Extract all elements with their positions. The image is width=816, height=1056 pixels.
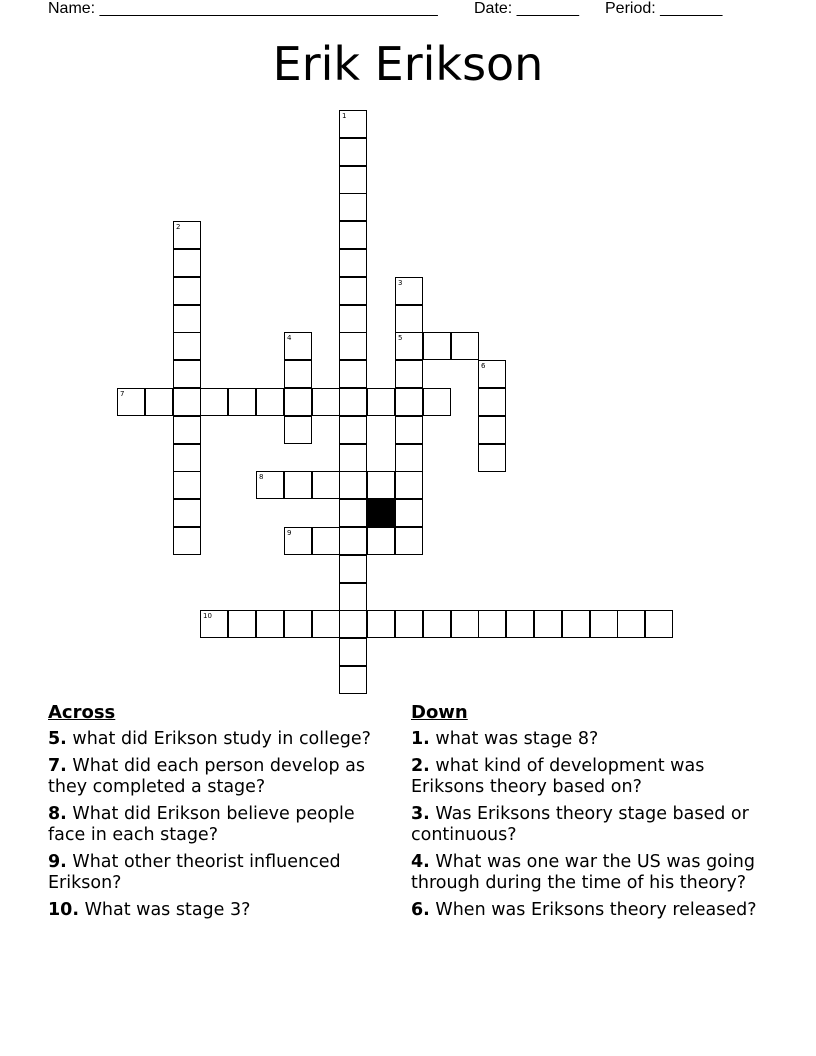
crossword-cell[interactable] [284,416,312,444]
crossword-cell[interactable] [284,471,312,499]
clue-text: What other theorist influenced Erikson? [48,852,341,893]
crossword-cell[interactable] [339,666,367,694]
crossword-cell[interactable] [339,499,367,527]
crossword-cell[interactable] [339,110,367,138]
crossword-cell[interactable] [117,388,145,416]
crossword-cell[interactable] [478,416,506,444]
clue-text: what was stage 8? [435,729,599,749]
crossword-cell[interactable] [339,249,367,277]
crossword-cell[interactable] [173,444,201,472]
crossword-cell[interactable] [284,360,312,388]
crossword-cell[interactable] [395,527,423,555]
crossword-cell[interactable] [173,305,201,333]
crossword-cell[interactable] [173,249,201,277]
clue-down-4 [411,852,761,894]
clue-down-2 [411,756,761,798]
crossword-cell[interactable] [339,444,367,472]
crossword-cell[interactable] [284,388,312,416]
clue-text: What was stage 3? [84,900,251,920]
clue-number: 9. [48,852,67,872]
across-heading: Across [48,702,116,723]
crossword-cell[interactable] [478,388,506,416]
crossword-cell[interactable] [506,610,534,638]
crossword-cell[interactable] [173,332,201,360]
crossword-cell[interactable] [395,388,423,416]
crossword-cell[interactable] [367,527,395,555]
clue-text: What was one war the US was going through during the time of his theory? [411,852,755,893]
across-clues [48,702,388,927]
clue-text: what kind of development was Eriksons theory based on? [411,756,705,797]
crossword-cell[interactable] [256,610,284,638]
crossword-cell[interactable] [590,610,618,638]
crossword-cell[interactable] [339,166,367,194]
crossword-cell[interactable] [284,610,312,638]
crossword-cell[interactable] [256,388,284,416]
clue-across-9 [48,852,388,894]
crossword-cell[interactable] [339,583,367,611]
page-title: Erik Erikson [272,37,544,91]
crossword-cell[interactable] [200,388,228,416]
crossword-cell[interactable] [256,471,284,499]
crossword-cell[interactable] [395,499,423,527]
crossword-cell[interactable] [339,388,367,416]
crossword-cell[interactable] [395,471,423,499]
crossword-cell[interactable] [478,360,506,388]
crossword-cell[interactable] [478,610,506,638]
clue-number: 7. [48,756,67,776]
clue-number: 3. [411,804,430,824]
crossword-cell[interactable] [173,499,201,527]
crossword-cell[interactable] [312,388,340,416]
crossword-cell[interactable] [478,444,506,472]
crossword-cell[interactable] [395,416,423,444]
clue-number: 10. [48,900,80,920]
crossword-cell[interactable] [534,610,562,638]
crossword-cell[interactable] [228,610,256,638]
clue-number: 1. [411,729,430,749]
clue-down-1 [411,729,761,750]
crossword-cell[interactable] [451,610,479,638]
clue-number: 8. [48,804,67,824]
crossword-cell[interactable] [312,471,340,499]
cell-number: 5 [398,334,403,342]
crossword-cell[interactable] [339,221,367,249]
crossword-cell[interactable] [339,638,367,666]
crossword-cell[interactable] [173,360,201,388]
crossword-cell[interactable] [339,610,367,638]
crossword-black-cell [367,499,395,527]
crossword-cell[interactable] [173,527,201,555]
crossword-cell[interactable] [339,332,367,360]
name-field-label: Name: ______________________________________ [48,0,438,17]
crossword-cell[interactable] [339,416,367,444]
cell-number: 8 [259,473,264,481]
cell-number: 10 [203,612,212,620]
crossword-cell[interactable] [617,610,645,638]
crossword-cell[interactable] [200,610,228,638]
crossword-cell[interactable] [367,388,395,416]
crossword-cell[interactable] [395,444,423,472]
crossword-cell[interactable] [451,332,479,360]
crossword-cell[interactable] [312,527,340,555]
clue-number: 6. [411,900,430,920]
crossword-cell[interactable] [284,527,312,555]
crossword-cell[interactable] [562,610,590,638]
crossword-cell[interactable] [423,332,451,360]
crossword-cell[interactable] [145,388,173,416]
crossword-cell[interactable] [284,332,312,360]
crossword-cell[interactable] [423,610,451,638]
cell-number: 4 [287,334,292,342]
crossword-cell[interactable] [423,388,451,416]
crossword-cell[interactable] [173,221,201,249]
down-clues [411,702,761,927]
clue-down-6 [411,900,761,921]
crossword-cell[interactable] [339,555,367,583]
clue-number: 2. [411,756,430,776]
crossword-cell[interactable] [173,416,201,444]
cell-number: 7 [120,390,125,398]
cell-number: 6 [481,362,486,370]
crossword-cell[interactable] [339,360,367,388]
crossword-cell[interactable] [228,388,256,416]
clue-number: 4. [411,852,430,872]
clue-number: 5. [48,729,67,749]
period-field-label: Period: _______ [605,0,723,17]
crossword-cell[interactable] [395,277,423,305]
crossword-cell[interactable] [339,277,367,305]
crossword-cell[interactable] [395,305,423,333]
crossword-cell[interactable] [339,138,367,166]
cell-number: 1 [342,112,347,120]
crossword-cell[interactable] [339,471,367,499]
crossword-cell[interactable] [395,332,423,360]
crossword-cell[interactable] [367,471,395,499]
crossword-cell[interactable] [367,610,395,638]
crossword-cell[interactable] [173,471,201,499]
crossword-cell[interactable] [173,277,201,305]
crossword-cell[interactable] [395,360,423,388]
crossword-cell[interactable] [645,610,673,638]
clue-across-8 [48,804,388,846]
crossword-cell[interactable] [339,193,367,221]
clue-across-10 [48,900,388,921]
cell-number: 9 [287,529,292,537]
date-field-label: Date: _______ [474,0,579,17]
crossword-cell[interactable] [312,610,340,638]
cell-number: 3 [398,279,403,287]
crossword-cell[interactable] [173,388,201,416]
clue-across-5 [48,729,388,750]
crossword-cell[interactable] [339,305,367,333]
clue-text: What did each person develop as they completed a stage? [48,756,365,797]
clue-text: What did Erikson believe people face in each stage? [48,804,355,845]
clue-down-3 [411,804,761,846]
clue-text: what did Erikson study in college? [72,729,371,749]
crossword-cell[interactable] [395,610,423,638]
clue-text: Was Eriksons theory stage based or continuous? [411,804,749,845]
cell-number: 2 [176,223,181,231]
crossword-cell[interactable] [339,527,367,555]
clue-text: When was Eriksons theory released? [435,900,757,920]
down-heading: Down [411,702,468,723]
clue-across-7 [48,756,388,798]
